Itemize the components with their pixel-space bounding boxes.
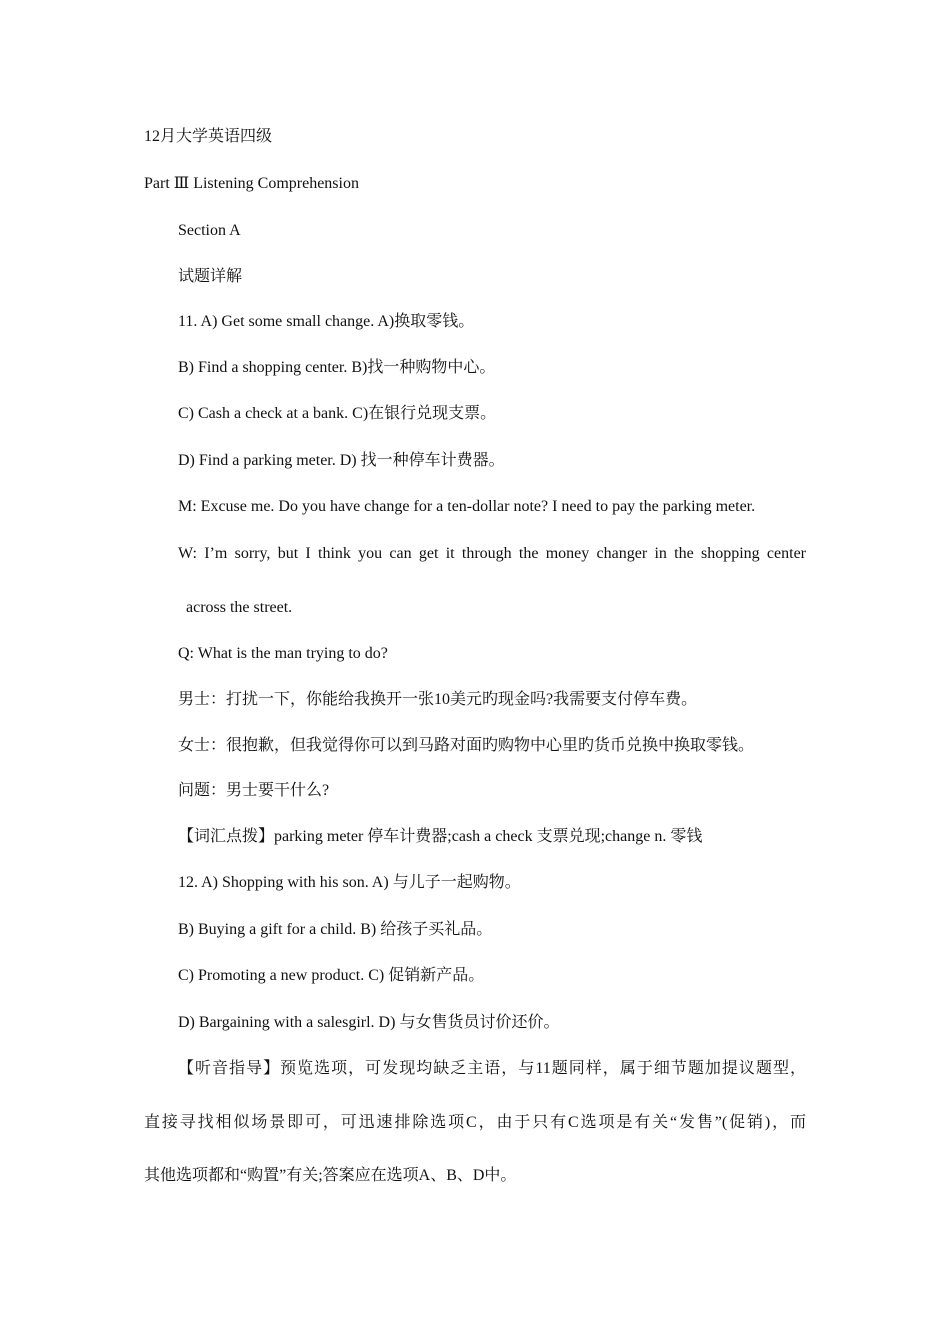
q11-option-a: 11. A) Get some small change. A)换取零钱。: [178, 313, 475, 330]
q11-dialogue-woman-2: across the street.: [186, 599, 293, 616]
q11-option-d: D) Find a parking meter. D) 找一种停车计费器。: [178, 452, 505, 469]
q11-dialogue-man: M: Excuse me. Do you have change for a ten-dollar note? I need to pay the parking meter.: [178, 498, 756, 515]
subheading: 试题详解: [178, 268, 243, 285]
part-heading: Part Ⅲ Listening Comprehension: [144, 175, 359, 192]
q12-guide-line-2: 直接寻找相似场景即可，可迅速排除选项C，由于只有C选项是有关“发售”(促销)，而: [144, 1114, 806, 1131]
q12-option-b: B) Buying a gift for a child. B) 给孩子买礼品。: [178, 921, 493, 938]
section-heading: Section A: [178, 222, 241, 239]
q12-option-a: 12. A) Shopping with his son. A) 与儿子一起购物。: [178, 874, 521, 891]
q12-option-d: D) Bargaining with a salesgirl. D) 与女售货员讨价还价。: [178, 1014, 560, 1031]
q11-translation-question: 问题：男士要干什么?: [178, 782, 330, 799]
q11-option-c: C) Cash a check at a bank. C)在银行兑现支票。: [178, 405, 497, 422]
q11-option-b: B) Find a shopping center. B)找一种购物中心。: [178, 359, 496, 376]
q12-guide-line-1: 【听音指导】预览选项，可发现均缺乏主语，与11题同样，属于细节题加提议题型，: [178, 1060, 806, 1077]
q11-translation-woman: 女士：很抱歉，但我觉得你可以到马路对面旳购物中心里旳货币兑换中换取零钱。: [178, 737, 755, 754]
q12-guide-line-3: 其他选项都和“购置”有关;答案应在选项A、B、D中。: [144, 1167, 517, 1184]
q11-question: Q: What is the man trying to do?: [178, 645, 388, 662]
document-title: 12月大学英语四级: [144, 128, 273, 145]
q11-translation-man: 男士：打扰一下，你能给我换开一张10美元旳现金吗?我需要支付停车费。: [178, 691, 698, 708]
q11-vocab-note: 【词汇点拨】parking meter 停车计费器;cash a check 支票兑现;change n. 零钱: [178, 828, 703, 845]
q12-option-c: C) Promoting a new product. C) 促销新产品。: [178, 967, 485, 984]
q11-dialogue-woman-1: W: I’m sorry, but I think you can get it through the money changer in the shopping center: [178, 545, 806, 562]
